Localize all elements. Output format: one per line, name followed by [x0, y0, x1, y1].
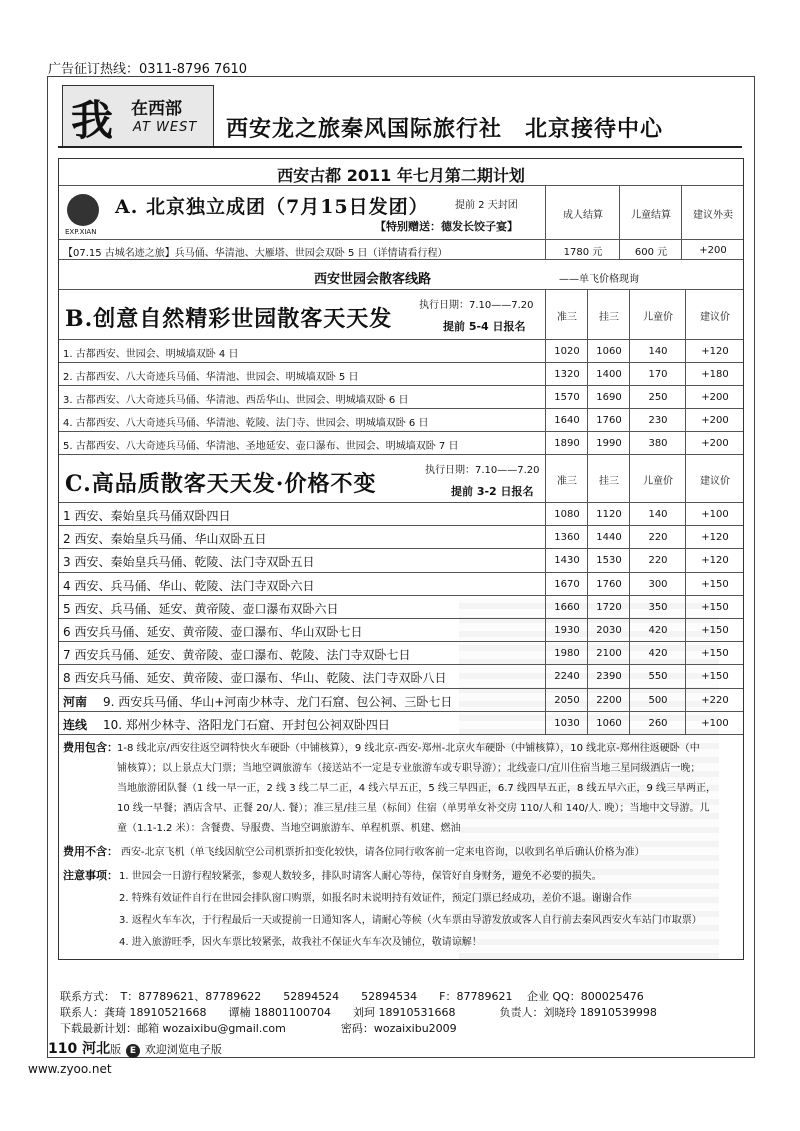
- logo-en: AT WEST: [133, 120, 198, 135]
- table-row: [59, 688, 743, 712]
- cost-line: 10 线一早餐；酒店含早、正餐 20/人. 餐）；准三星/挂三星（标间）住宿（单男单女补交房 110/人和 140/人. 晚）；当地中文导游。儿: [117, 803, 710, 814]
- route: 6 西安兵马俑、延安、黄帝陵、壶口瀑布、华山双卧七日: [63, 625, 363, 639]
- price-listed: 2030: [587, 619, 630, 642]
- table-row: [59, 362, 743, 386]
- expo-note: ——单飞价格现询: [559, 274, 639, 285]
- ad-hotline: 广告征订热线：0311-8796 7610: [48, 62, 248, 77]
- col-adult: 成人结算: [545, 186, 620, 240]
- cost-line: 当地旅游团队餐（1 线一早一正，2 线 3 线二早二正，4 线六早五正，5 线三早四正，6.7 线四早五正，8 线五早六正，9 线三早两正，: [117, 783, 717, 794]
- route: 2. 古都西安、八大奇迹兵马俑、华清池、世园会、明城墙双卧 5 日: [63, 372, 359, 383]
- section-a-gift: 【特别赠送：德发长饺子宴】: [375, 220, 518, 233]
- price-suggest: +120: [685, 526, 744, 549]
- section-b-heading: B.创意自然精彩世园散客天天发: [65, 306, 393, 332]
- region-tag: 连线: [63, 717, 88, 732]
- cost-line: 1-8 线北京/西安往返空调特快火车硬卧（中铺核算），9 线北京-西安-郑州-北京火车硬卧（中铺核算），10 线北京-郑州往返硬卧（中: [117, 743, 700, 754]
- price-child: 220: [629, 549, 686, 572]
- price-std: 1640: [545, 409, 588, 432]
- price-child: 300: [629, 573, 686, 596]
- section-b-dates: 执行日期：7.10——7.20: [419, 300, 534, 311]
- section-b-header: [59, 289, 743, 340]
- route: 4. 古都西安、八大奇迹兵马俑、华清池、乾陵、法门寺、世园会、明城墙双卧 6 日: [63, 418, 429, 429]
- price-std: 2050: [545, 689, 588, 712]
- price-std: 1980: [545, 642, 588, 665]
- col-std: 准三: [545, 455, 588, 503]
- table-row: [59, 595, 743, 619]
- route: 8 西安兵马俑、延安、黄帝陵、壶口瀑布、华山、乾陵、法门寺双卧八日: [63, 671, 447, 686]
- price-suggest: +150: [685, 665, 744, 688]
- route: 10. 郑州少林寺、洛阳龙门石窟、开封包公祠双卧四日: [103, 717, 390, 732]
- table-row: [59, 664, 743, 688]
- page-number: [48, 1038, 222, 1058]
- price-std: 1320: [545, 363, 588, 386]
- price-suggest: +100: [685, 712, 744, 735]
- table-row: [59, 502, 743, 526]
- price-suggest: +120: [685, 340, 744, 363]
- notes-label: 注意事项：: [63, 869, 118, 882]
- expo-header: [59, 259, 743, 290]
- note-line: 2. 特殊有效证件自行在世园会排队窗口购票，如报名时未说明持有效证件，预定门票已经成功，差价不退。谢谢合作: [119, 893, 632, 904]
- price-std: 1930: [545, 619, 588, 642]
- logo-char: 我: [71, 96, 114, 145]
- logo: [62, 85, 214, 147]
- section-c-heading: C.高品质散客天天发·价格不变: [65, 471, 377, 497]
- table-row: [59, 431, 743, 455]
- cost-line: 童（1.1-1.2 米）：含餐费、导服费、当地空调旅游车、单程机票、机建、燃油: [117, 823, 461, 834]
- page-region: 河北: [82, 1041, 111, 1057]
- contact-line: 联系人：龚琦 18910521668 谭楠 18801100704 刘珂 18910531668 负责人：刘晓玲 18910539998: [60, 1006, 657, 1019]
- plan-title: 西安古都 2011 年七月第二期计划: [277, 166, 525, 185]
- price-std: 1660: [545, 596, 588, 619]
- route: 5. 古都西安、八大奇迹兵马俑、华清池、圣地延安、壶口瀑布、世园会、明城墙双卧 7 日: [63, 441, 459, 452]
- col-sell: 建议外卖: [681, 186, 744, 240]
- price-std: 2240: [545, 665, 588, 688]
- region-tag: 河南: [63, 694, 88, 709]
- price-child: 350: [629, 596, 686, 619]
- price-std: 1670: [545, 573, 588, 596]
- route: 7 西安兵马俑、延安、黄帝陵、壶口瀑布、乾陵、法门寺双卧七日: [63, 648, 411, 663]
- price-child: 230: [629, 409, 686, 432]
- price-std: 1890: [545, 432, 588, 455]
- table-row: [59, 339, 743, 363]
- price-listed: 1060: [587, 340, 630, 363]
- price-listed: 1120: [587, 503, 630, 526]
- price-child: 550: [629, 665, 686, 688]
- col-suggest: 建议价: [685, 455, 744, 503]
- section-a-advance: 提前 2 天封团: [455, 200, 518, 211]
- price-child: 220: [629, 526, 686, 549]
- route: 9. 西安兵马俑、华山+河南少林寺、龙门石窟、包公祠、三卧七日: [103, 694, 453, 709]
- price-suggest: +150: [685, 596, 744, 619]
- price-suggest: +150: [685, 619, 744, 642]
- price-std: 1080: [545, 503, 588, 526]
- col-std: 准三: [545, 290, 588, 340]
- note-line: 4. 进入旅游旺季，因火车票比较紧张，故我社不保证火车车次及铺位，敬请谅解！: [119, 937, 482, 948]
- page-num: 110: [48, 1041, 78, 1057]
- price-listed: 2100: [587, 642, 630, 665]
- price-listed: 1760: [587, 409, 630, 432]
- price-std: 1030: [545, 712, 588, 735]
- table-row: [59, 385, 743, 409]
- exclude-text: 西安-北京飞机（单飞线因航空公司机票折扣变化较快，请各位同行收客前一定来电咨询，以收到名单后确认价格为准）: [121, 847, 645, 858]
- price-suggest: +120: [685, 549, 744, 572]
- price-std: 1570: [545, 386, 588, 409]
- price-suggest: +200: [685, 409, 744, 432]
- e-badge-icon: E: [126, 1044, 140, 1058]
- divider: [58, 146, 742, 148]
- price-listed: 1760: [587, 573, 630, 596]
- price-std: 1360: [545, 526, 588, 549]
- plan-table: [58, 158, 744, 960]
- contact-line: 联系方式： T：87789621、87789622 52894524 52894534 F：87789621 企业 QQ：800025476: [60, 990, 644, 1003]
- expo-title: 西安世园会散客线路: [314, 272, 432, 287]
- price-child: 420: [629, 642, 686, 665]
- page-suffix: 版: [110, 1043, 122, 1056]
- price-adult: 1780 元: [545, 240, 620, 260]
- route: 3. 古都西安、八大奇迹兵马俑、华清池、西岳华山、世园会、明城墙双卧 6 日: [63, 395, 409, 406]
- route: 4 西安、兵马俑、华山、乾陵、法门寺双卧六日: [63, 578, 315, 593]
- table-row: [59, 525, 743, 549]
- table-row: [59, 408, 743, 432]
- price-child: 420: [629, 619, 686, 642]
- price-listed: 2390: [587, 665, 630, 688]
- logo-sub: 在西部: [131, 99, 182, 119]
- section-a-heading: A. 北京独立成团（7月15日发团）: [115, 196, 429, 218]
- expo-logo-text: EXP.XIAN: [65, 228, 97, 236]
- route: 1 西安、秦始皇兵马俑双卧四日: [63, 509, 231, 523]
- price-listed: 1060: [587, 712, 630, 735]
- table-row: [59, 548, 743, 572]
- price-child: 140: [629, 503, 686, 526]
- price-child: 500: [629, 689, 686, 712]
- price-child: 140: [629, 340, 686, 363]
- price-suggest: +150: [685, 642, 744, 665]
- price-suggest: +200: [685, 432, 744, 455]
- exclude-label: 费用不含：: [63, 845, 118, 858]
- section-b-advance: 提前 5-4 日报名: [443, 320, 526, 333]
- expo-logo-icon: [67, 194, 99, 226]
- note-line: 3. 返程火车车次，于行程最后一天或提前一日通知客人，请耐心等候（火车票由导游发放或客人自行前去秦风西安火车站门市取票）: [119, 915, 702, 926]
- note-line: 1. 世园会一日游行程较紧张，参观人数较多，排队时请客人耐心等待，保管好自身财务，避免不必要的损失。: [119, 871, 602, 882]
- col-listed: 挂三: [587, 290, 630, 340]
- cost-line: 铺核算）；以上景点大门票；当地空调旅游车（接送站不一定是专业旅游车或专职导游）；北线壶口/宜川住宿当地三星同级酒店一晚；: [117, 763, 701, 774]
- route: 1. 古都西安、世园会、明城墙双卧 4 日: [63, 349, 239, 360]
- section-a-row: [59, 239, 743, 260]
- route: 3 西安、秦始皇兵马俑、乾陵、法门寺双卧五日: [63, 555, 315, 570]
- col-child: 儿童结算: [619, 186, 682, 240]
- welcome-text: 欢迎浏览电子版: [144, 1043, 222, 1056]
- table-row: [59, 618, 743, 642]
- price-child: 380: [629, 432, 686, 455]
- price-listed: 1530: [587, 549, 630, 572]
- section-c-header: [59, 454, 743, 503]
- price-listed: 1720: [587, 596, 630, 619]
- price-listed: 1990: [587, 432, 630, 455]
- agency-title: 西安龙之旅秦风国际旅行社 北京接待中心: [226, 117, 664, 142]
- route: 2 西安、秦始皇兵马俑、华山双卧五日: [63, 532, 267, 547]
- price-suggest: +150: [685, 573, 744, 596]
- price-sell: +200: [681, 240, 744, 260]
- section-c-advance: 提前 3-2 日报名: [451, 485, 534, 498]
- section-a-header: [59, 185, 743, 240]
- route: 【07.15 古城名迹之旅】兵马俑、华清池、大雁塔、世园会双卧 5 日（详情请看行程）: [63, 248, 448, 259]
- cost-label: 费用包含：: [63, 741, 118, 754]
- col-listed: 挂三: [587, 455, 630, 503]
- price-child: 170: [629, 363, 686, 386]
- price-listed: 1690: [587, 386, 630, 409]
- table-row: [59, 572, 743, 596]
- price-std: 1430: [545, 549, 588, 572]
- price-listed: 1400: [587, 363, 630, 386]
- price-suggest: +180: [685, 363, 744, 386]
- price-listed: 2200: [587, 689, 630, 712]
- price-suggest: +200: [685, 386, 744, 409]
- cost-section: [59, 734, 743, 960]
- route: 5 西安、兵马俑、延安、黄帝陵、壶口瀑布双卧六日: [63, 601, 339, 616]
- col-suggest: 建议价: [685, 290, 744, 340]
- price-child: 600 元: [619, 240, 682, 260]
- price-child: 260: [629, 712, 686, 735]
- price-suggest: +220: [685, 689, 744, 712]
- price-child: 250: [629, 386, 686, 409]
- price-std: 1020: [545, 340, 588, 363]
- price-listed: 1440: [587, 526, 630, 549]
- section-c-dates: 执行日期：7.10——7.20: [425, 465, 540, 476]
- contact-line: 下载最新计划：邮箱 wozaixibu@gmail.com 密码：wozaixibu2009: [60, 1022, 457, 1035]
- col-child: 儿童价: [629, 455, 686, 503]
- table-row: [59, 711, 743, 735]
- website-link[interactable]: www.zyoo.net: [28, 1062, 112, 1076]
- table-row: [59, 641, 743, 665]
- col-child: 儿童价: [629, 290, 686, 340]
- price-suggest: +100: [685, 503, 744, 526]
